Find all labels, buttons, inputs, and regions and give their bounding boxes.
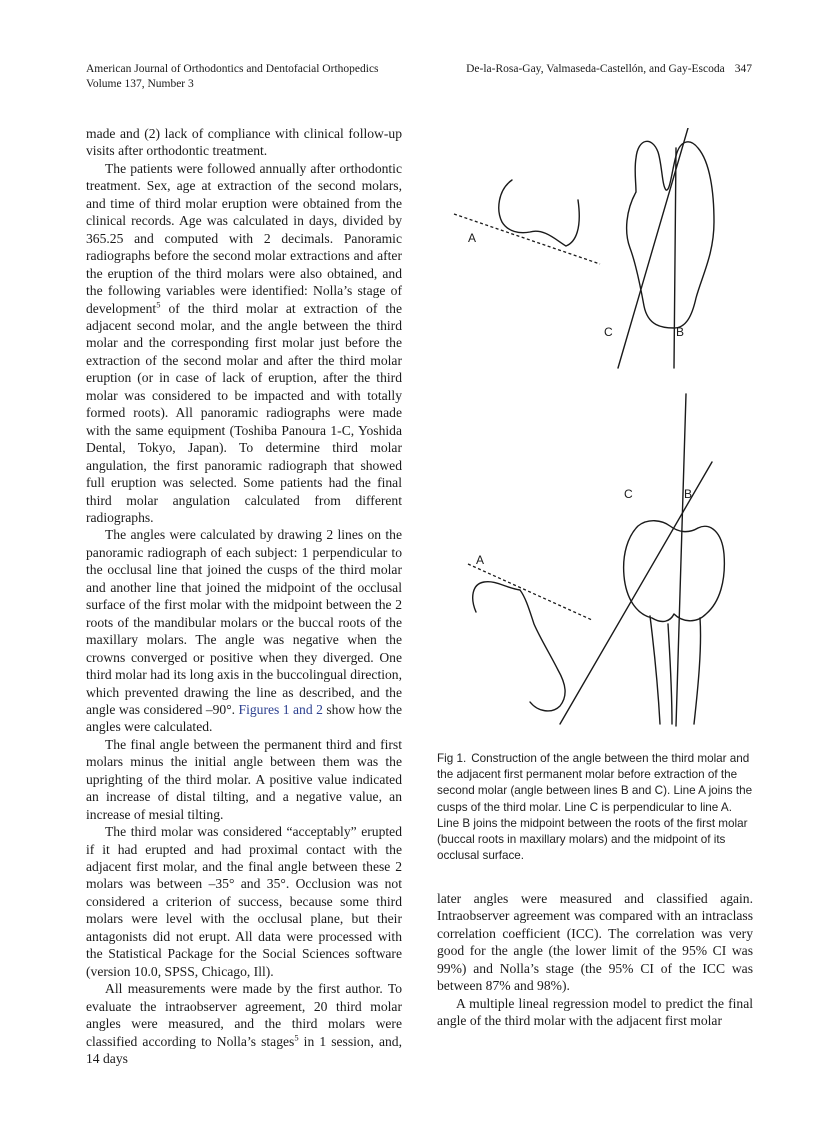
line-b-bottom [676,394,686,726]
molar-angle-diagram [440,128,760,728]
citation-ref[interactable]: 5 [156,299,161,309]
journal-title: American Journal of Orthodontics and Dentofacial Orthopedics [86,63,379,75]
label-b-bottom: B [684,487,693,501]
first-molar-outline-bottom [624,521,725,622]
paragraph [86,160,402,527]
label-c-bottom: C [624,487,633,501]
figure-link[interactable]: Figures 1 and 2 [238,701,323,717]
label-a-top: A [468,231,477,245]
paragraph: The third molar was considered “acceptably” erupted if it had erupted and had proximal contact with the adjacent first molar, and the final angle between these 2 molars was between –35° and 35°. Occlusion was not considered a criterion of success, because some third molars were level with the occlusal plane, but their antagonists did not erupt. All data were processed with the Statistical Package for the Social Sciences software (version 10.0, SPSS, Chicago, Ill). [86,824,402,979]
first-molar-outline-top [627,141,714,328]
paragraph [86,980,402,1067]
running-header-right [466,62,752,77]
third-molar-outline-top [499,180,579,246]
paragraph: later angles were measured and classified again. Intraobserver agreement was compared with an intraclass correlation coefficient (ICC). The correlation was very good for the angle (the lower limit of the 95% CI was 99%) and Nolla’s stage (the 95% CI of the ICC was between 87% and 98%). [437,891,753,994]
line-c-bottom [560,462,712,724]
paragraph [86,526,402,735]
third-molar-outline-bottom [473,582,565,711]
body-column-left [86,125,402,1067]
label-a-bottom: A [476,553,485,567]
label-b-top: B [676,325,685,339]
paragraph-text: All measurements were made by the first author. To evaluate the intraobserver agreement, 20 third molar angles were measured, and the third molars were classified according to Nolla’s stages [86,981,402,1049]
figure-number: Fig 1. [437,752,467,765]
author-list: De-la-Rosa-Gay, Valmaseda-Castellón, and Gay-Escoda [466,63,725,75]
figure-1 [440,128,760,728]
paragraph-text: The patients were followed annually after orthodontic treatment. Sex, age at extraction of the second molars, and time of third molar eruption were obtained from the clinical records. Age was calculated in days, divided by 365.25 and computed with 2 decimals. Panoramic radiographs before the second molar extractions and after the eruption of the third molars were also obtained, and the following variables were identified: Nolla’s stage of development [86,160,402,316]
journal-volume: Volume 137, Number 3 [86,78,194,90]
paragraph: made and (2) lack of compliance with clinical follow-up visits after orthodontic treatment. [86,126,402,159]
paragraph-text: show how the angles were calculated. [86,701,403,735]
body-column-right [437,890,753,1030]
paragraph: The final angle between the permanent third and first molars minus the initial angle between them was the uprighting of the third molar. A positive value indicated an increase of distal tilting, and a negative value, an increase of mesial tilting. [86,736,402,822]
caption-text: Construction of the angle between the third molar and the adjacent first permanent molar before extraction of the second molar (angle between lines B and C). Line A joins the cusps of the third molar. Line C is perpendicular to line A. Line B joins the midpoint between the roots of the first molar (buccal roots in maxillary molars) and the midpoint of its occlusal surface. [437,752,753,863]
figure-caption [437,751,755,864]
label-c-top: C [604,325,613,339]
citation-ref[interactable]: 5 [294,1032,299,1043]
paragraph: A multiple lineal regression model to predict the final angle of the third molar with the adjacent first molar [437,995,753,1029]
first-molar-roots-bottom [650,616,701,724]
paragraph-text: of the third molar at extraction of the adjacent second molar, and the angle between the third molar and the corresponding first molar just before the extraction of the second molar and after the third molar eruption (or in case of lack of eruption, after the third molar was considered to be impacted and with totally formed roots). All panoramic radiographs were made with the same equipment (Toshiba Panoura 1-C, Yoshida Dental, Tokyo, Japan). To determine third molar angulation, the first panoramic radiograph that showed full eruption was selected. Some patients had the final third molar angulation calculated from different radiographs. [86,300,402,525]
page-number: 347 [734,63,752,75]
paragraph-text: in 1 session, and, 14 days [86,1033,402,1067]
running-header-left [86,62,379,92]
paragraph-text: The angles were calculated by drawing 2 lines on the panoramic radiograph of each subject: 1 perpendicular to the occlusal line that joined the cusps of the third molar and another line that joined the midpoint of the occlusal surface of the first molar with the midpoint between the 2 roots of the mandibular molars or the buccal roots of the maxillary molars. The angle was negative when the crowns converged or positive when they diverged. One third molar had its long axis in the buccolingual direction, which prevented drawing the line as described, and the angle was considered –90°. [86,527,402,717]
